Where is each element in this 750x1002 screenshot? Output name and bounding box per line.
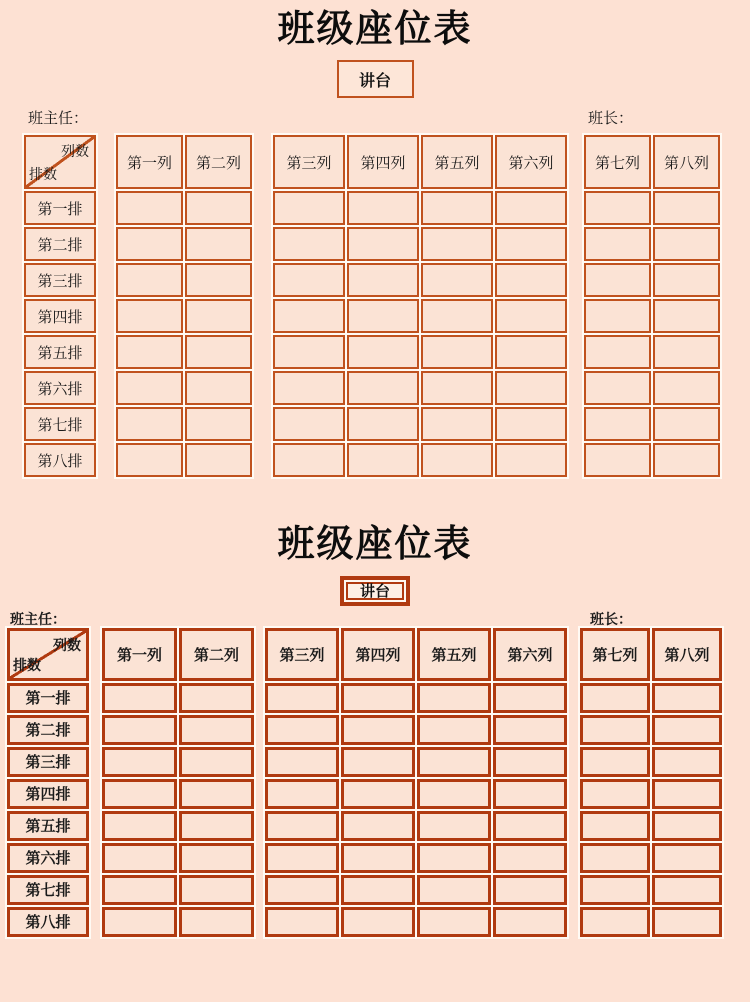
row-header-4: 第四排: [24, 299, 96, 333]
seat-cell[interactable]: [102, 875, 177, 905]
seat-cell[interactable]: [341, 875, 415, 905]
seat-cell[interactable]: [421, 371, 493, 405]
row-header-table: [5, 626, 91, 939]
seat-table-right-block: [578, 626, 724, 939]
seat-cell[interactable]: [584, 299, 651, 333]
seat-cell[interactable]: [495, 335, 567, 369]
head-teacher-label: 班主任：: [28, 110, 89, 128]
seat-cell[interactable]: [273, 443, 345, 477]
class-monitor-label: 班长：: [588, 110, 634, 128]
row-header-3: 第三排: [7, 747, 89, 777]
seat-cell[interactable]: [265, 811, 339, 841]
row-header-5: 第五排: [24, 335, 96, 369]
seat-cell[interactable]: [102, 779, 177, 809]
seat-cell[interactable]: [417, 875, 491, 905]
seat-cell[interactable]: [185, 443, 252, 477]
seat-cell[interactable]: [417, 811, 491, 841]
seat-cell[interactable]: [185, 335, 252, 369]
seat-cell[interactable]: [347, 407, 419, 441]
head-teacher-label: 班主任：: [10, 610, 66, 627]
seat-cell[interactable]: [580, 875, 650, 905]
seat-cell[interactable]: [652, 843, 722, 873]
seat-table-right-block: [582, 133, 722, 479]
seat-cell[interactable]: [102, 843, 177, 873]
row-header-1: 第一排: [24, 191, 96, 225]
seat-cell[interactable]: [347, 263, 419, 297]
seat-cell[interactable]: [652, 747, 722, 777]
seat-cell[interactable]: [347, 299, 419, 333]
seat-cell[interactable]: [273, 371, 345, 405]
seat-cell[interactable]: [102, 683, 177, 713]
seat-cell[interactable]: [179, 875, 254, 905]
column-header-4: 第四列: [347, 135, 419, 189]
seat-cell[interactable]: [341, 779, 415, 809]
seat-cell[interactable]: [421, 263, 493, 297]
seat-cell[interactable]: [495, 263, 567, 297]
podium-box: [337, 60, 414, 98]
corner-columns-label: 列数: [61, 143, 89, 160]
seat-cell[interactable]: [584, 443, 651, 477]
seat-cell[interactable]: [495, 227, 567, 261]
column-header-2: 第二列: [185, 135, 252, 189]
seat-cell[interactable]: [495, 407, 567, 441]
seat-cell[interactable]: [493, 715, 567, 745]
seat-cell[interactable]: [653, 227, 720, 261]
seating-chart-top: [0, 0, 750, 479]
seat-cell[interactable]: [273, 191, 345, 225]
seat-cell[interactable]: [185, 371, 252, 405]
seat-cell[interactable]: [493, 747, 567, 777]
seat-cell[interactable]: [273, 263, 345, 297]
seat-cell[interactable]: [652, 811, 722, 841]
seat-cell[interactable]: [185, 263, 252, 297]
seat-cell[interactable]: [580, 715, 650, 745]
seat-cell[interactable]: [341, 715, 415, 745]
seat-cell[interactable]: [421, 227, 493, 261]
seat-cell[interactable]: [116, 299, 183, 333]
seat-cell[interactable]: [495, 443, 567, 477]
seat-cell[interactable]: [273, 407, 345, 441]
seat-cell[interactable]: [347, 335, 419, 369]
seat-cell[interactable]: [185, 191, 252, 225]
seat-table-left-block: [114, 133, 254, 479]
seat-cell[interactable]: [417, 683, 491, 713]
seat-cell[interactable]: [116, 371, 183, 405]
seat-cell[interactable]: [179, 683, 254, 713]
seat-cell[interactable]: [102, 715, 177, 745]
column-header-6: 第六列: [495, 135, 567, 189]
corner-rows-label: 排数: [29, 166, 57, 183]
seat-cell[interactable]: [653, 335, 720, 369]
podium-label: 讲台: [358, 72, 391, 90]
seat-table-left-block: [100, 626, 256, 939]
seating-grid: [22, 133, 728, 479]
seat-cell[interactable]: [265, 875, 339, 905]
seat-cell[interactable]: [347, 191, 419, 225]
row-header-1: 第一排: [7, 683, 89, 713]
row-header-2: 第二排: [24, 227, 96, 261]
seat-cell[interactable]: [493, 683, 567, 713]
row-header-6: 第六排: [7, 843, 89, 873]
seat-cell[interactable]: [116, 227, 183, 261]
page-title: 班级座位表: [277, 523, 473, 565]
seat-cell[interactable]: [102, 811, 177, 841]
seat-cell[interactable]: [652, 875, 722, 905]
podium-label: 讲台: [359, 583, 390, 600]
seat-cell[interactable]: [417, 747, 491, 777]
seat-cell[interactable]: [493, 779, 567, 809]
seat-cell[interactable]: [421, 191, 493, 225]
seat-cell[interactable]: [653, 299, 720, 333]
seat-cell[interactable]: [265, 779, 339, 809]
seat-cell[interactable]: [653, 371, 720, 405]
row-header-8: 第八排: [7, 907, 89, 937]
column-header-6: 第六列: [493, 628, 567, 681]
labels-row: [0, 609, 750, 626]
seat-cell[interactable]: [580, 747, 650, 777]
row-header-7: 第七排: [24, 407, 96, 441]
seat-cell[interactable]: [421, 335, 493, 369]
seat-cell[interactable]: [347, 443, 419, 477]
seat-cell[interactable]: [584, 263, 651, 297]
seating-grid: [5, 626, 745, 939]
row-header-6: 第六排: [24, 371, 96, 405]
column-header-7: 第七列: [580, 628, 650, 681]
column-header-1: 第一列: [116, 135, 183, 189]
seat-table-middle-block: [263, 626, 569, 939]
page-title: 班级座位表: [277, 8, 473, 49]
seat-cell[interactable]: [493, 907, 567, 937]
seat-cell[interactable]: [273, 227, 345, 261]
seat-cell[interactable]: [265, 683, 339, 713]
seat-cell[interactable]: [493, 875, 567, 905]
column-header-8: 第八列: [652, 628, 722, 681]
seat-cell[interactable]: [179, 715, 254, 745]
seat-cell[interactable]: [265, 747, 339, 777]
seat-cell[interactable]: [584, 371, 651, 405]
seat-cell[interactable]: [341, 843, 415, 873]
seat-cell[interactable]: [265, 715, 339, 745]
seat-cell[interactable]: [653, 407, 720, 441]
row-header-8: 第八排: [24, 443, 96, 477]
seat-cell[interactable]: [421, 443, 493, 477]
seat-cell[interactable]: [179, 843, 254, 873]
seat-cell[interactable]: [421, 299, 493, 333]
seat-cell[interactable]: [116, 443, 183, 477]
seat-cell[interactable]: [580, 843, 650, 873]
seat-cell[interactable]: [653, 263, 720, 297]
seat-cell[interactable]: [341, 907, 415, 937]
column-header-2: 第二列: [179, 628, 254, 681]
seat-cell[interactable]: [652, 683, 722, 713]
seat-cell[interactable]: [265, 843, 339, 873]
seat-cell[interactable]: [495, 299, 567, 333]
seat-cell[interactable]: [493, 811, 567, 841]
seat-cell[interactable]: [347, 227, 419, 261]
seat-cell[interactable]: [341, 747, 415, 777]
podium-box: [340, 576, 410, 606]
seat-cell[interactable]: [417, 779, 491, 809]
seat-cell[interactable]: [273, 299, 345, 333]
seat-cell[interactable]: [265, 907, 339, 937]
seat-cell[interactable]: [653, 443, 720, 477]
column-header-3: 第三列: [265, 628, 339, 681]
column-header-8: 第八列: [653, 135, 720, 189]
seat-cell[interactable]: [179, 779, 254, 809]
labels-row: [0, 103, 750, 133]
column-header-7: 第七列: [584, 135, 651, 189]
seat-cell[interactable]: [102, 747, 177, 777]
seat-cell[interactable]: [116, 263, 183, 297]
seat-cell[interactable]: [584, 335, 651, 369]
corner-columns-label: 列数: [53, 636, 81, 653]
seating-chart-bottom: [0, 521, 750, 938]
seat-cell[interactable]: [417, 715, 491, 745]
seat-cell[interactable]: [493, 843, 567, 873]
seat-cell[interactable]: [652, 907, 722, 937]
seat-cell[interactable]: [495, 371, 567, 405]
seat-table-middle-block: [271, 133, 569, 479]
row-header-2: 第二排: [7, 715, 89, 745]
seat-cell[interactable]: [495, 191, 567, 225]
seat-cell[interactable]: [179, 907, 254, 937]
seat-cell[interactable]: [273, 335, 345, 369]
seat-cell[interactable]: [584, 227, 651, 261]
seat-cell[interactable]: [347, 371, 419, 405]
column-header-5: 第五列: [421, 135, 493, 189]
seat-cell[interactable]: [179, 747, 254, 777]
seat-cell[interactable]: [179, 811, 254, 841]
class-monitor-label: 班长：: [590, 610, 632, 627]
seat-cell[interactable]: [341, 683, 415, 713]
seat-cell[interactable]: [417, 907, 491, 937]
seat-cell[interactable]: [185, 407, 252, 441]
seat-cell[interactable]: [116, 335, 183, 369]
seat-cell[interactable]: [580, 779, 650, 809]
seat-cell[interactable]: [421, 407, 493, 441]
seat-cell[interactable]: [584, 407, 651, 441]
seat-cell[interactable]: [580, 683, 650, 713]
seat-cell[interactable]: [584, 191, 651, 225]
column-header-4: 第四列: [341, 628, 415, 681]
seat-cell[interactable]: [652, 779, 722, 809]
seat-cell[interactable]: [652, 715, 722, 745]
corner-diagonal-cell: [7, 628, 89, 681]
row-header-table: [22, 133, 98, 479]
seat-cell[interactable]: [185, 299, 252, 333]
column-header-5: 第五列: [417, 628, 491, 681]
seat-cell[interactable]: [116, 191, 183, 225]
row-header-4: 第四排: [7, 779, 89, 809]
corner-diagonal-cell: [24, 135, 96, 189]
seat-cell[interactable]: [341, 811, 415, 841]
seat-cell[interactable]: [580, 907, 650, 937]
seat-cell[interactable]: [116, 407, 183, 441]
seat-cell[interactable]: [580, 811, 650, 841]
seat-cell[interactable]: [653, 191, 720, 225]
row-header-5: 第五排: [7, 811, 89, 841]
seat-cell[interactable]: [102, 907, 177, 937]
column-header-3: 第三列: [273, 135, 345, 189]
seat-cell[interactable]: [417, 843, 491, 873]
column-header-1: 第一列: [102, 628, 177, 681]
corner-rows-label: 排数: [13, 656, 41, 673]
seat-cell[interactable]: [185, 227, 252, 261]
row-header-7: 第七排: [7, 875, 89, 905]
row-header-3: 第三排: [24, 263, 96, 297]
